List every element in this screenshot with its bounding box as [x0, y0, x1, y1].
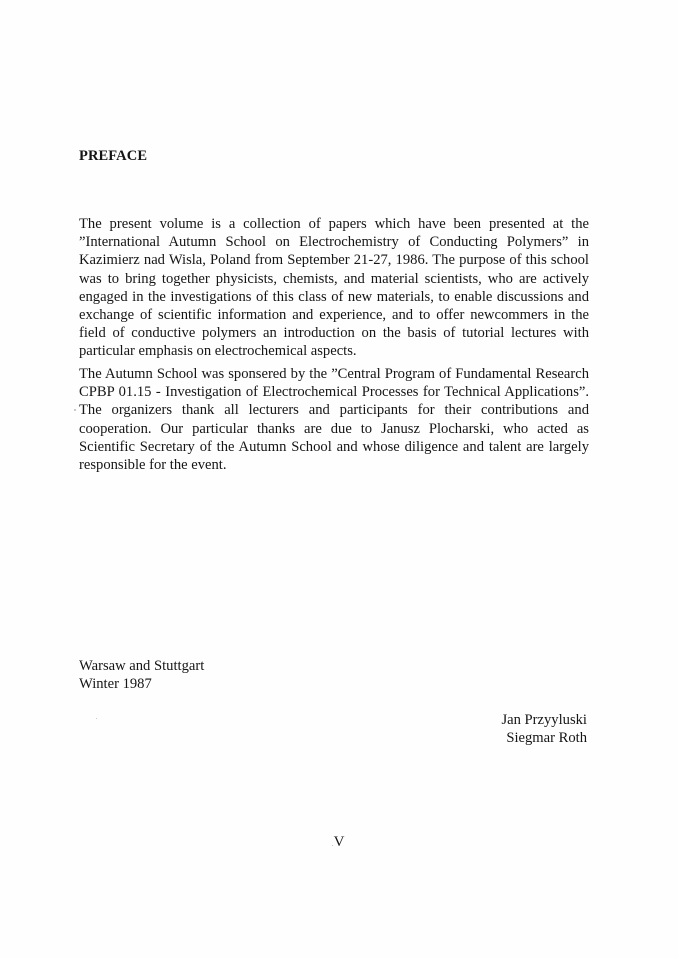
place-line: Warsaw and Stuttgart: [79, 658, 205, 674]
scan-speck: [332, 845, 333, 846]
place-and-date: [79, 657, 204, 693]
page-number: V: [333, 834, 345, 850]
preface-heading: PREFACE: [79, 148, 148, 164]
date-line: Winter 1987: [79, 676, 152, 692]
scan-speck: [74, 409, 76, 411]
signature-author-2: Siegmar Roth: [506, 730, 587, 746]
preface-paragraph-1: The present volume is a collection of papers which have been presented at the ”International Autumn School on Electrochemistry of Conducting Polymers” in Kazimierz nad Wisla, Poland from September 21-27, 1986. The purpose of this school was to bring together physicists, chemists, and material scientists, who are actively engaged in the investigations of this class of new materials, to enable discussions and exchange of scientific information and experience, and to offer newcommers in the field of conductive polymers an introduction on the basis of tutorial lectures with particular emphasis on electrochemical aspects.: [79, 216, 589, 360]
signature-author-1: Jan Przyyluski: [501, 712, 587, 728]
preface-paragraph-2: The Autumn School was sponsered by the ”Central Program of Fundamental Research CPBP 01.15 - Investigation of Electrochemical Processes for Technical Applications”. The organizers thank all lecturers and participants for their contributions and cooperation. Our particular thanks are due to Janusz Plocharski, who acted as Scientific Secretary of the Autumn School and whose diligence and talent are largely responsible for the event.: [79, 366, 589, 474]
scan-speck: [96, 718, 97, 719]
signature-block: [440, 711, 587, 747]
